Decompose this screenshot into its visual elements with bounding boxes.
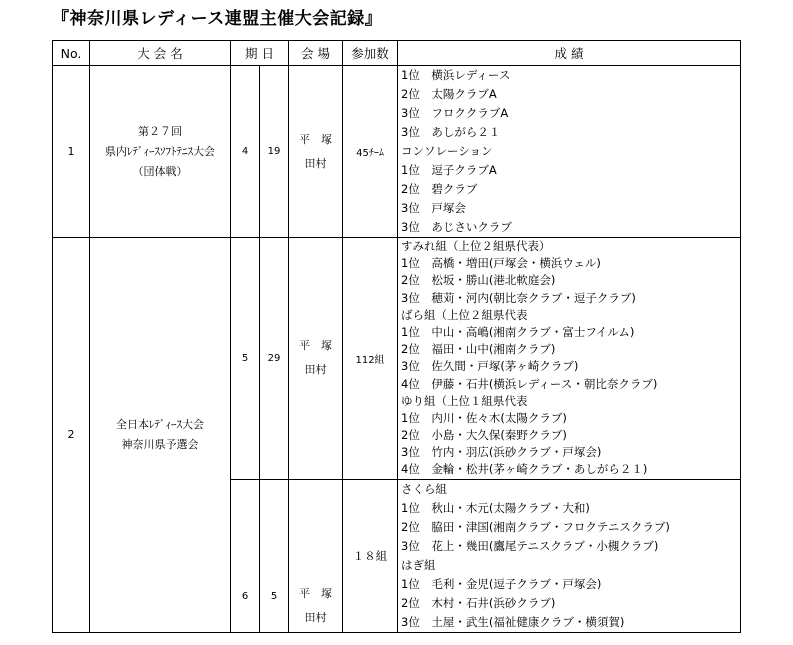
- header-venue: 会 場: [289, 41, 343, 66]
- row-no: 2: [53, 238, 90, 633]
- participant-count: １８組: [343, 479, 398, 632]
- records-table: [52, 40, 741, 633]
- tournament-name: [90, 66, 231, 238]
- venue-line: 田村: [304, 610, 327, 624]
- result-line: 1位 高橋・増田(戸塚会・横浜ウェル): [401, 256, 601, 271]
- results-cell: [398, 66, 741, 238]
- result-line: 3位 あしがら２１: [401, 125, 501, 139]
- date-month: 4: [231, 66, 260, 238]
- venue-line: 平 塚: [299, 339, 333, 353]
- result-line: はぎ組: [401, 557, 436, 572]
- table-row: [53, 66, 741, 238]
- date-month: 5: [231, 238, 260, 480]
- venue-line: 平 塚: [299, 586, 333, 600]
- name-line: 全日本ﾚﾃﾞｨｰｽ大会: [116, 417, 204, 431]
- result-line: 3位 土屋・武生(福祉健康クラブ・横須賀): [401, 614, 625, 629]
- result-line: 1位 秋山・木元(太陽クラブ・大和): [401, 500, 590, 515]
- result-line: 1位 横浜レディース: [401, 68, 511, 82]
- row-no: 1: [53, 66, 90, 238]
- result-line: 3位 花上・幾田(鷹尾テニスクラブ・小槻クラブ): [401, 538, 659, 553]
- result-line: すみれ組（上位２組県代表）: [401, 239, 551, 253]
- result-line: 2位 碧クラブ: [401, 182, 478, 196]
- result-line: 1位 中山・高嶋(湘南クラブ・富士フイルム): [401, 324, 635, 339]
- result-line: コンソレーション: [401, 144, 493, 158]
- result-line: 2位 木村・石井(浜砂クラブ): [401, 595, 556, 610]
- name-line: 県内ﾚﾃﾞｨｰｽｿﾌﾄﾃﾆｽ大会: [105, 144, 215, 158]
- result-line: 2位 松坂・勝山(港北軟庭会): [401, 273, 556, 288]
- name-line: 神奈川県予選会: [121, 437, 199, 451]
- result-line: 2位 小島・大久保(秦野クラブ): [401, 428, 567, 443]
- venue-line: 田村: [304, 363, 327, 377]
- venue: [289, 479, 343, 632]
- header-date: 期 日: [231, 41, 289, 66]
- header-count: 参加数: [343, 41, 398, 66]
- name-line: （団体戦）: [132, 164, 188, 178]
- result-line: ゆり組（上位１組県代表: [401, 393, 528, 408]
- date-day: 5: [260, 479, 289, 632]
- venue-line: 平 塚: [299, 132, 333, 146]
- result-line: 3位 戸塚会: [401, 201, 466, 215]
- results-cell: [398, 238, 741, 480]
- result-line: 2位 脇田・津国(湘南クラブ・フロクテニスクラブ): [401, 519, 670, 534]
- result-line: 2位 福田・山中(湘南クラブ): [401, 342, 556, 357]
- result-line: 3位 佐久間・戸塚(茅ヶ崎クラブ): [401, 359, 579, 374]
- result-line: 2位 太陽クラブA: [401, 87, 497, 101]
- result-line: 1位 逗子クラブA: [401, 163, 497, 177]
- result-line: 1位 内川・佐々木(太陽クラブ): [401, 410, 567, 425]
- page-title: 『神奈川県レディース連盟主催大会記録』: [52, 9, 383, 29]
- result-line: 4位 伊藤・石井(横浜レディース・朝比奈クラブ): [401, 376, 658, 391]
- result-line: 3位 竹内・羽広(浜砂クラブ・戸塚会): [401, 445, 602, 460]
- header-row: [53, 41, 741, 66]
- result-line: 3位 あじさいクラブ: [401, 220, 512, 234]
- participant-count: 45ﾁｰﾑ: [343, 66, 398, 238]
- date-day: 19: [260, 66, 289, 238]
- venue: [289, 238, 343, 480]
- result-line: ばら組（上位２組県代表: [401, 307, 528, 322]
- result-line: 3位 フロククラブA: [401, 106, 509, 120]
- result-line: 3位 穂苅・河内(朝比奈クラブ・逗子クラブ): [401, 290, 636, 305]
- header-results: 成 績: [398, 41, 741, 66]
- result-line: 4位 金輪・松井(茅ヶ崎クラブ・あしがら２１): [401, 462, 648, 477]
- results-cell: [398, 479, 741, 632]
- name-line: 第２７回: [138, 124, 182, 138]
- date-month: 6: [231, 479, 260, 632]
- result-line: 1位 毛利・金児(逗子クラブ・戸塚会): [401, 576, 602, 591]
- header-name: 大 会 名: [90, 41, 231, 66]
- tournament-name: [90, 238, 231, 633]
- header-no: No.: [53, 41, 90, 66]
- result-line: さくら組: [401, 481, 448, 496]
- venue-line: 田村: [304, 156, 327, 170]
- venue: [289, 66, 343, 238]
- table-row: [53, 238, 741, 480]
- date-day: 29: [260, 238, 289, 480]
- participant-count: 112組: [343, 238, 398, 480]
